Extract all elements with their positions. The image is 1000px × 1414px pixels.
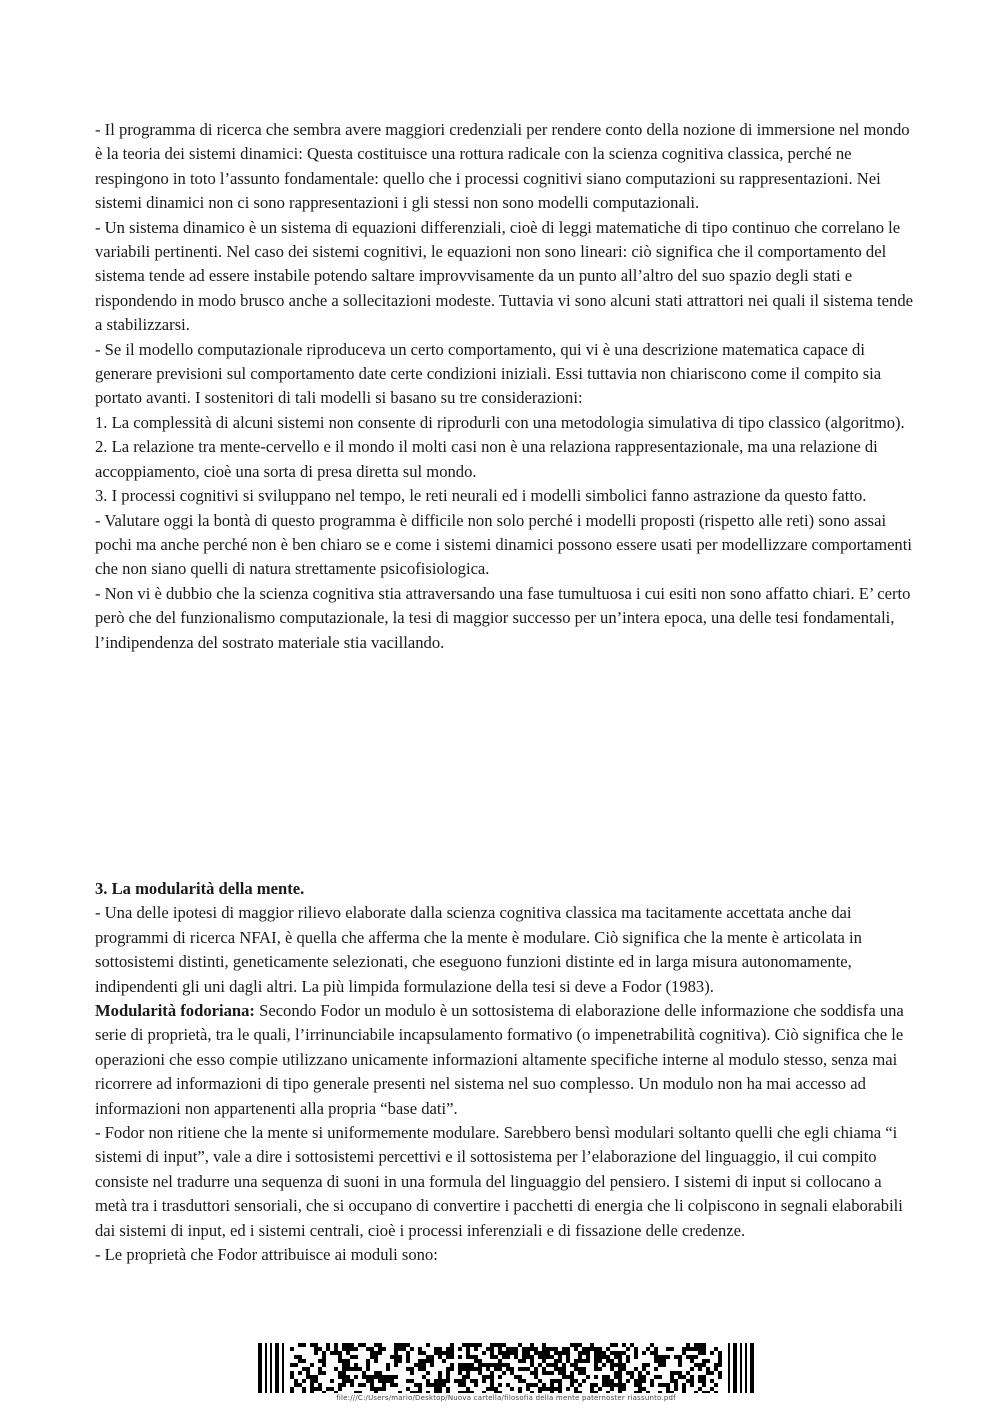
list-item: 2. La relazione tra mente-cervello e il mondo il molti casi non è una relaziona rappresentazionale, ma una relazione di accoppiamento, cioè una sorta di presa diretta sul mondo. bbox=[95, 437, 878, 481]
paragraph: - Fodor non ritiene che la mente si uniformemente modulare. Sarebbero bensì modulari soltanto quelli che egli chiama “i sistemi di input”, vale a dire i sottosistemi percettivi e il sottosistema per l’elaborazione del linguaggio, il cui compito consiste nel tradurre una sequenza di suoni in una formula del linguaggio del pensiero. I sistemi di input si collocano a metà tra i trasduttori sensoriali, che si occupano di convertire i pacchetti di energia che li colpiscono in segnali elaborabili dai sistemi di input, ed i sistemi centrali, cioè i processi inferenziali e di fissazione delle credenze. bbox=[95, 1123, 903, 1240]
barcode-image bbox=[258, 1343, 754, 1393]
list-item: 3. I processi cognitivi si sviluppano nel tempo, le reti neurali ed i modelli simbolici fanno astrazione da questo fatto. bbox=[95, 486, 867, 506]
paragraph: - Il programma di ricerca che sembra avere maggiori credenziali per rendere conto della nozione di immersione nel mondo è la teoria dei sistemi dinamici: Questa costituisce una rottura radicale con la scienza cognitiva classica, perché ne respingono in toto l’assunto fondamentale: quello che i processi cognitivi siano computazioni su rappresentazioni. Nei sistemi dinamici non ci sono rappresentazioni i gli stessi non sono modelli computazionali. bbox=[95, 120, 910, 213]
list-item: 1. La complessità di alcuni sistemi non consente di riprodurli con una metodologia simulativa di tipo classico (algoritmo). bbox=[95, 412, 905, 432]
term-text: Secondo Fodor un modulo è un sottosistema di elaborazione delle informazione che soddisfa una serie di proprietà, tra le quali, l’irrinunciabile incapsulamento formativo (o impenetrabilità cognitiva). Ciò significa che le operazioni che esso compie utilizzano unicamente informazioni altamente specifiche interne al modulo stesso, senza mai ricorrere ad informazioni di tipo generale presenti nel sistema nel suo complesso. Un modulo non ha mai accesso ad informazioni non appartenenti alla propria “base dati”. bbox=[95, 1001, 904, 1118]
footer-file-path: file:///C:/Users/mario/Desktop/Nuova cartella/filosofia della mente paternoster riassunto.pdf bbox=[336, 1394, 676, 1402]
paragraph: - Valutare oggi la bontà di questo programma è difficile non solo perché i modelli proposti (rispetto alle reti) sono assai pochi ma anche perché non è ben chiaro se e come i sistemi dinamici possono essere usati per modellizzare comportamenti che non siano quelli di natura strettamente psicofisiologica. bbox=[95, 510, 912, 579]
paragraph: - Se il modello computazionale riproduceva un certo comportamento, qui vi è una descrizione matematica capace di generare previsioni sul comportamento date certe condizioni iniziali. Essi tuttavia non chiariscono come il compito sia portato avanti. I sostenitori di tali modelli si basano su tre considerazioni: bbox=[95, 339, 882, 408]
paragraph: - Non vi è dubbio che la scienza cognitiva stia attraversando una fase tumultuosa i cui esiti non sono affatto chiari. E’ certo però che del funzionalismo computazionale, la tesi di maggior successo per un’intera epoca, una delle tesi fondamentali, l’indipendenza del sostrato materiale stia vacillando. bbox=[95, 583, 911, 652]
paragraph: - Una delle ipotesi di maggior rilievo elaborate dalla scienza cognitiva classica ma tacitamente accettata anche dai programmi di ricerca NFAI, è quella che afferma che la mente è modulare. Ciò significa che la mente è articolata in sottosistemi distinti, geneticamente selezionati, che eseguono funzioni distinte ed in larga misura autonomamente, indipendenti gli uni dagli altri. La più limpida formulazione della tesi si deve a Fodor (1983). bbox=[95, 903, 862, 996]
paragraph: - Un sistema dinamico è un sistema di equazioni differenziali, cioè di leggi matematiche di tipo continuo che correlano le variabili pertinenti. Nel caso dei sistemi cognitivi, le equazioni non sono lineari: ciò significa che il comportamento del sistema tende ad essere instabile potendo saltare improvvisamente da un punto all’altro del suo spazio degli stati e rispondendo in modo brusco anche a sollecitazioni modeste. Tuttavia vi sono alcuni stati attrattori nei quali il sistema tende a stabilizzarsi. bbox=[95, 217, 913, 335]
term-label: Modularità fodoriana: bbox=[95, 1001, 255, 1021]
paragraph-fodor bbox=[95, 999, 915, 1121]
section-heading: 3. La modularità della mente. bbox=[95, 879, 305, 898]
section-modularity bbox=[95, 877, 915, 1268]
section-dynamic-systems bbox=[95, 118, 915, 655]
paragraph: - Le proprietà che Fodor attribuisce ai moduli sono: bbox=[95, 1245, 438, 1265]
